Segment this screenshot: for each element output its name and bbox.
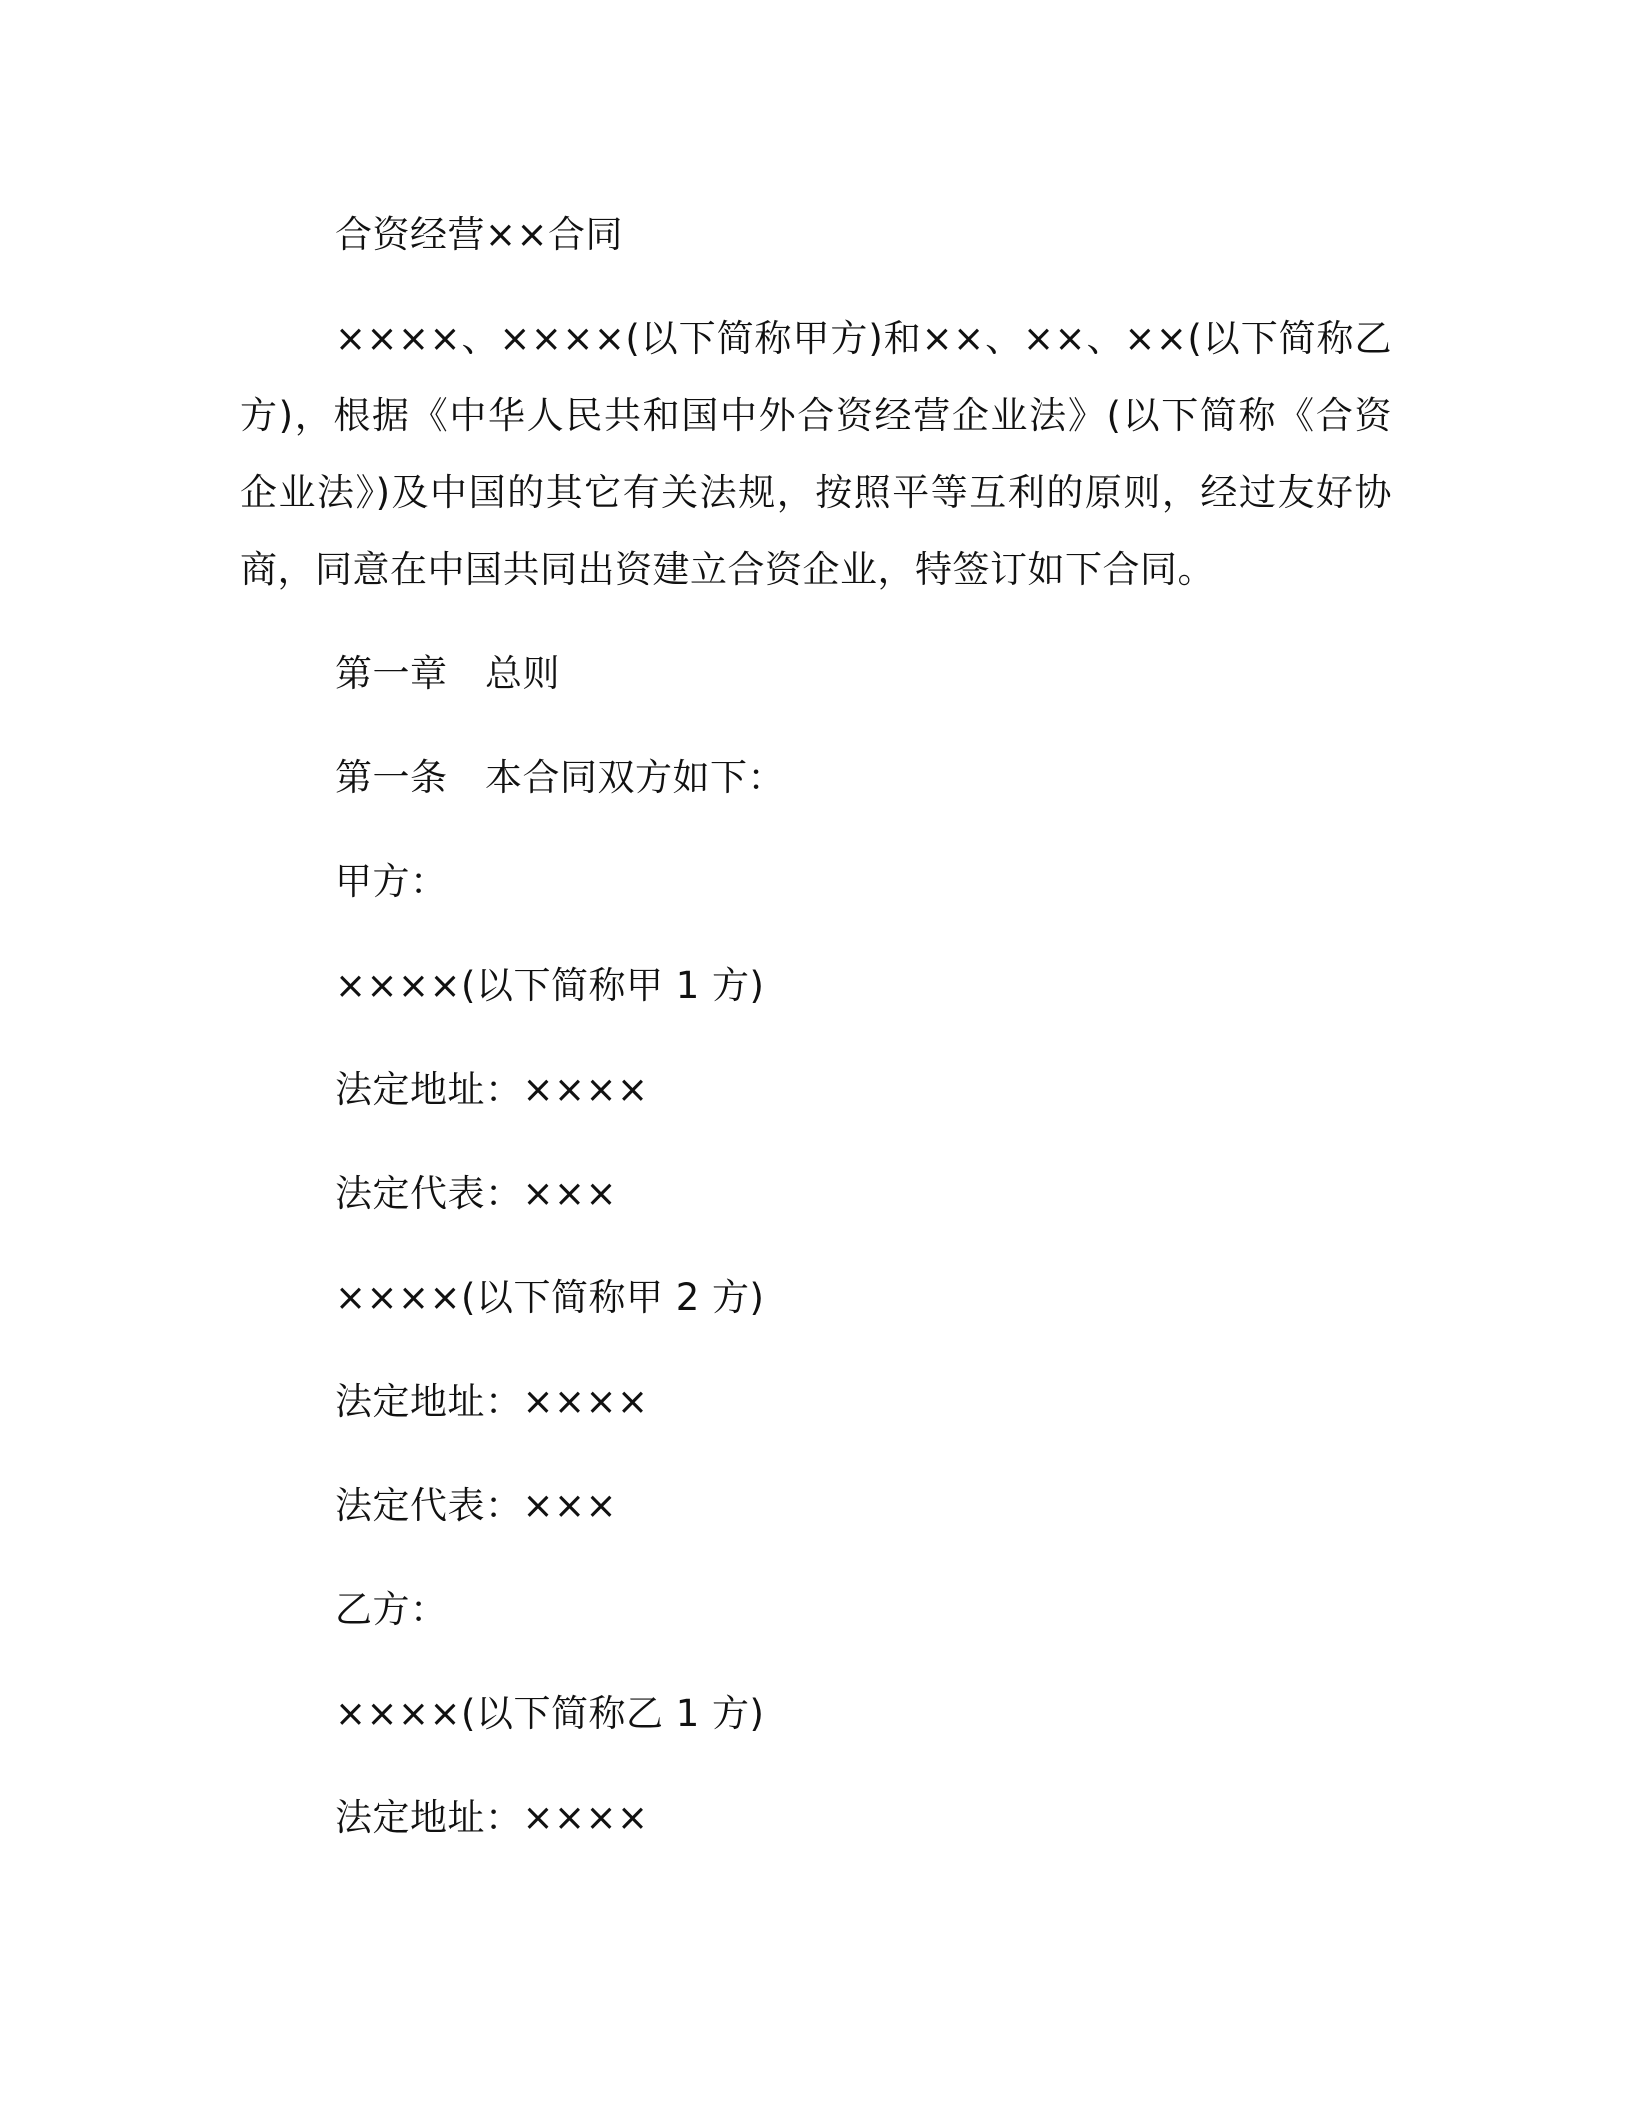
contract-title: 合资经营××合同 (335, 213, 624, 256)
article-heading: 第一条 本合同双方如下： (335, 756, 785, 799)
party-a-label: 甲方： (335, 860, 448, 903)
party-b-label: 乙方： (335, 1588, 448, 1631)
party-b1-name: ××××(以下简称乙 1 方) (335, 1692, 765, 1735)
party-a2-representative: 法定代表：××× (335, 1484, 618, 1527)
document-body (240, 196, 1392, 1883)
party-a2-address: 法定地址：×××× (335, 1380, 649, 1423)
party-a1-address: 法定地址：×××× (335, 1068, 649, 1111)
intro-paragraph: ××××、××××(以下简称甲方)和××、××、××(以下简称乙方)，根据《中华人民共和国中外合资经营企业法》(以下简称《合资企业法》)及中国的其它有关法规，按照平等互利的原则，经过友好协商，同意在中国共同出资建立合资企业，特签订如下合同。 (240, 317, 1392, 591)
chapter-heading: 第一章 总则 (335, 652, 560, 695)
party-a1-name: ××××(以下简称甲 1 方) (335, 964, 765, 1007)
party-a2-name: ××××(以下简称甲 2 方) (335, 1276, 765, 1319)
party-b1-address: 法定地址：×××× (335, 1796, 649, 1839)
party-a1-representative: 法定代表：××× (335, 1172, 618, 1215)
